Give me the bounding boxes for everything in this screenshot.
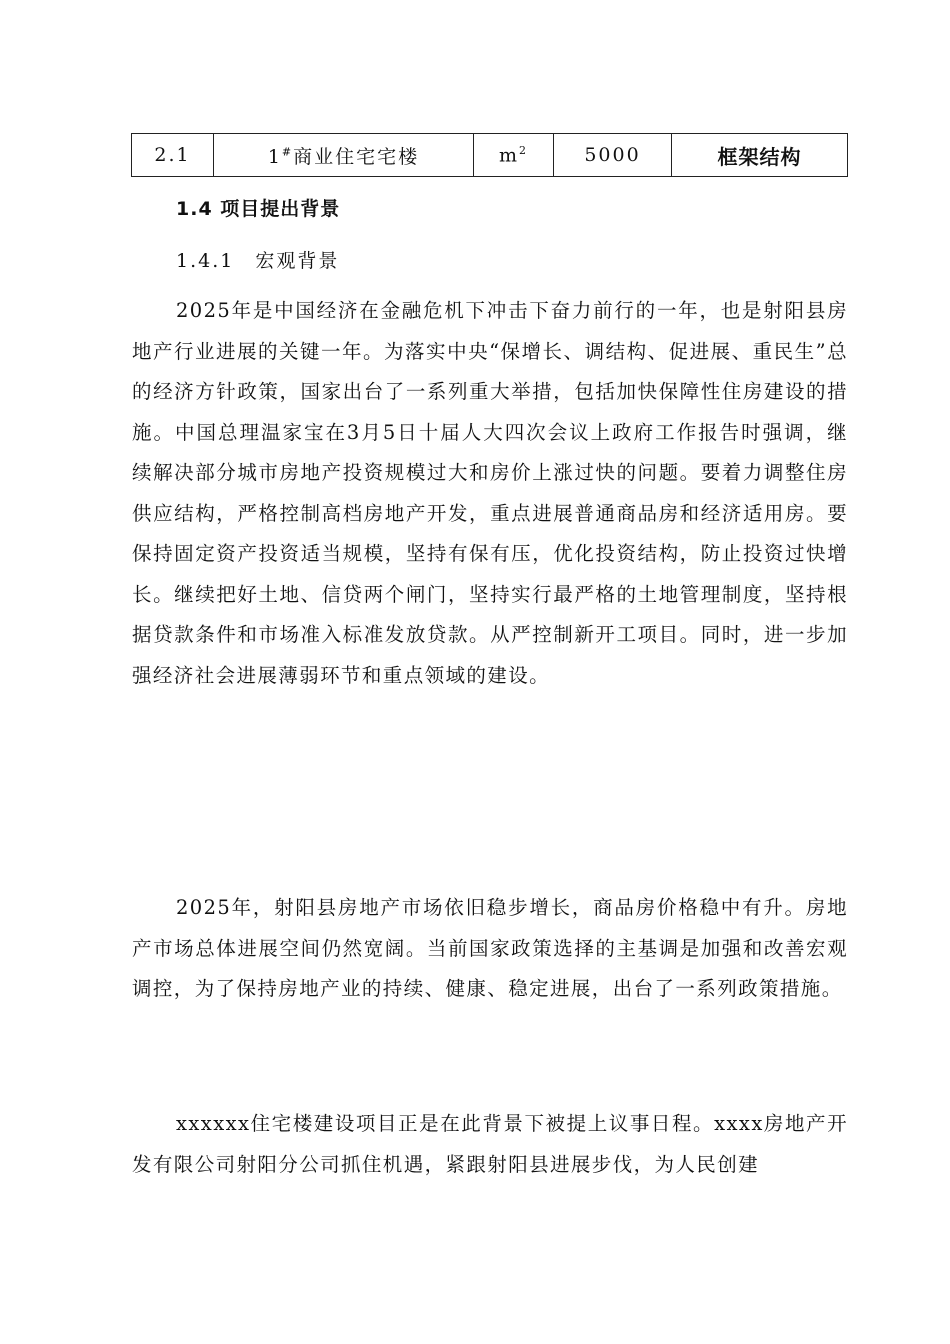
subsection-heading: 1.4.1 宏观背景 — [176, 250, 340, 272]
paragraph-1: 2025年是中国经济在金融危机下冲击下奋力前行的一年，也是射阳县房地产行业进展的关键一年。为落实中央“保增长、调结构、促进展、重民生”总的经济方针政策，国家出台了一系列重大举措，包括加快保障性住房建设的措施。中国总理温家宝在3月5日十届人大四次会议上政府工作报告时强调，继续解决部分城市房地产投资规模过大和房价上涨过快的问题。要着力调整住房供应结构，严格控制高档房地产开发，重点进展普通商品房和经济适用房。要保持固定资产投资适当规模，坚持有保有压，优化投资结构，防止投资过快增长。继续把好土地、信贷两个闸门，坚持实行最严格的土地管理制度，坚持根据贷款条件和市场准入标准发放贷款。从严控制新开工项目。同时，进一步加强经济社会进展薄弱环节和重点领域的建设。 — [132, 299, 848, 687]
row-structure: 框架结构 — [672, 134, 848, 177]
row-unit: $m^2$ — [474, 134, 554, 177]
row-name: 1#商业住宅宅楼 — [214, 134, 474, 177]
section-heading: 1.4 项目提出背景 — [176, 198, 341, 220]
row-quantity: 5000 — [554, 134, 672, 177]
table-row — [132, 134, 848, 177]
project-table — [131, 133, 848, 177]
row-index: 2.1 — [132, 134, 214, 177]
paragraph-2: 2025年，射阳县房地产市场依旧稳步增长，商品房价格稳中有升。房地产市场总体进展空间仍然宽阔。当前国家政策选择的主基调是加强和改善宏观调控，为了保持房地产业的持续、健康、稳定进展，出台了一系列政策措施。 — [132, 896, 848, 1000]
paragraph-3: xxxxxx住宅楼建设项目正是在此背景下被提上议事日程。xxxx房地产开发有限公司射阳分公司抓住机遇，紧跟射阳县进展步伐，为人民创建 — [132, 1112, 848, 1176]
